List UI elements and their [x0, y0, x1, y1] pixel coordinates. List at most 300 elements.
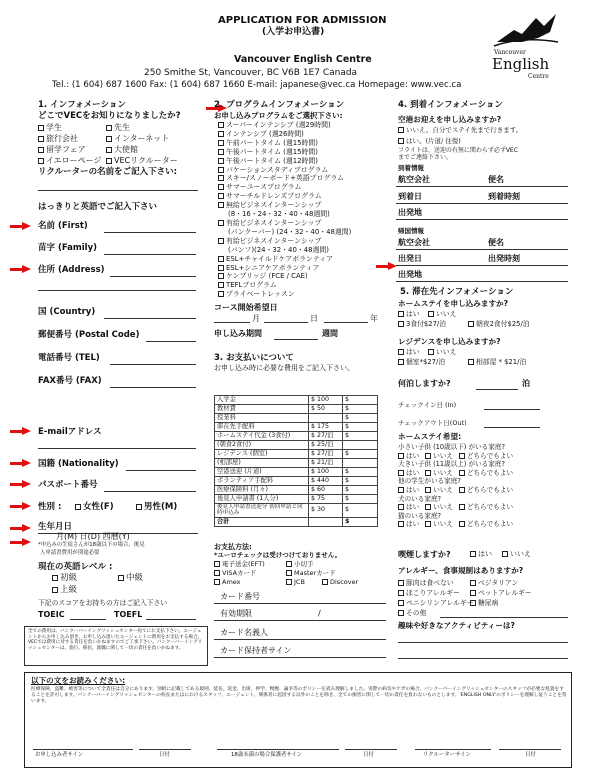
homestay-3meals[interactable] — [398, 321, 446, 328]
logo-line2: English — [492, 55, 550, 73]
fee-amount: $ 27/泊 — [309, 432, 343, 441]
form-title: APPLICATION FOR ADMISSION — [218, 15, 387, 26]
checkbox-icon — [398, 470, 404, 476]
wish-option[interactable] — [425, 503, 453, 511]
fee-amount: $ 440 — [309, 477, 343, 486]
source-option-fair[interactable] — [38, 146, 86, 154]
address-field-1[interactable] — [110, 276, 196, 277]
sex-label: 性別 : — [38, 502, 62, 512]
checkbox-icon — [459, 470, 465, 476]
source-option-teacher[interactable] — [106, 124, 130, 132]
source-label: VECリクルーター — [114, 156, 178, 165]
source-option-embassy[interactable] — [106, 146, 138, 154]
checkout-field[interactable] — [484, 427, 540, 428]
wish-option[interactable] — [398, 503, 419, 511]
fee-amount: $ 175 — [309, 423, 343, 432]
source-label: 学生 — [46, 123, 62, 132]
sig-label-applicant-date: 日付 — [159, 752, 170, 758]
return-airline-field[interactable] — [396, 249, 568, 250]
nights-field[interactable] — [476, 389, 518, 390]
level-advanced[interactable] — [52, 586, 77, 595]
checkbox-icon — [459, 521, 465, 527]
period-unit: 週間 — [322, 329, 338, 338]
sig-label-guardian-date: 日付 — [363, 752, 374, 758]
wish-option-label: いいえ — [433, 520, 453, 529]
program-label: スキー/スノーボード+英語プログラム — [226, 174, 345, 183]
wish-option[interactable] — [459, 452, 513, 460]
checkbox-icon — [398, 453, 404, 459]
option-label: 相部屋 * $21/泊 — [476, 358, 527, 366]
first-name-field[interactable] — [104, 232, 196, 233]
checkbox-icon — [459, 487, 465, 493]
wish-option[interactable] — [459, 520, 513, 528]
card-expiry-label: 有効期限 — [220, 609, 252, 618]
fees-table — [214, 395, 378, 527]
program-option[interactable] — [218, 174, 390, 183]
fee-amount: $ 50 — [309, 405, 343, 414]
fee-item: (相部屋) — [215, 459, 309, 468]
vec-logo — [492, 12, 562, 82]
fee-item: 空港送迎 (片道) — [215, 468, 309, 477]
return-origin-field[interactable] — [396, 281, 568, 282]
fee-item: 後見人申請書 (1人分) — [215, 495, 309, 504]
fee-input[interactable]: $ — [343, 486, 378, 495]
fee-item: 医療保険料 (月々) — [215, 486, 309, 495]
source-label: インターネット — [114, 134, 170, 143]
wish-option[interactable] — [459, 486, 513, 494]
section1-heading: 1. インフォメーション — [38, 100, 126, 110]
arrival-airline-label: 航空会社 — [398, 175, 430, 184]
postal-code-field[interactable] — [146, 341, 196, 342]
fee-input[interactable]: $ — [343, 517, 378, 526]
method-cheque[interactable] — [286, 561, 314, 568]
method-label: Discover — [330, 578, 359, 586]
field-label-first-name: 名前 (First) — [38, 221, 88, 231]
nights-question: 何泊しますか? — [398, 379, 451, 388]
program-option[interactable] — [218, 130, 390, 139]
applicant-date-field[interactable] — [139, 749, 191, 750]
homestay-yes[interactable] — [398, 311, 420, 318]
wish-option-label: いいえ — [433, 468, 453, 477]
arrow-address — [10, 265, 32, 274]
fee-input[interactable]: $ — [343, 477, 378, 486]
wish-option-label: はい — [406, 503, 420, 512]
agent-note-box — [24, 626, 208, 666]
homestay-wish-list — [398, 443, 578, 529]
option-label: ほこりアレルギー — [406, 589, 460, 597]
toefl-label: TOEFL — [114, 610, 143, 619]
field-label-address: 住所 (Address) — [38, 265, 105, 275]
source-option-yellow-pages[interactable] — [38, 157, 102, 165]
fee-item: 教材費 — [215, 405, 309, 414]
option-label: はい — [406, 348, 420, 356]
allergy-penicillin[interactable] — [398, 600, 474, 607]
pickup-yes-option[interactable] — [398, 138, 461, 145]
method-discover[interactable] — [322, 579, 358, 586]
pickup-no-option[interactable] — [398, 127, 522, 134]
program-label: プライベートレッスン — [226, 290, 295, 299]
arrival-origin-field[interactable] — [396, 219, 568, 220]
arrival-date-label: 到着日 — [398, 192, 422, 201]
program-option[interactable] — [218, 264, 390, 273]
fee-item: レジデンス (個室) — [215, 450, 309, 459]
field-label-tel: 電話番号 (TEL) — [38, 353, 100, 363]
arrival-date-field[interactable] — [396, 203, 568, 204]
wish-option-label: どちらでもよい — [466, 485, 514, 494]
level-beginner[interactable] — [52, 574, 77, 583]
method-amex[interactable] — [214, 579, 241, 586]
wish-question: 犬のいる家庭? — [398, 494, 442, 503]
fee-row — [215, 432, 378, 441]
fee-input[interactable] — [343, 441, 378, 450]
program-label: 午後パートタイム (週12時間) — [226, 156, 318, 165]
fee-item: 入学金 — [215, 396, 309, 405]
fee-input[interactable]: $ — [343, 504, 378, 518]
start-date-label: コース開始希望日 — [214, 303, 278, 312]
checkbox-icon — [425, 453, 431, 459]
return-date-field[interactable] — [396, 265, 568, 266]
checkin-field[interactable] — [484, 409, 540, 410]
wish-option[interactable] — [459, 469, 513, 477]
arrow-email — [10, 427, 32, 436]
source-label: 留学フェア — [46, 145, 86, 154]
wish-option-label: はい — [406, 485, 420, 494]
card-expiry-slash: / — [318, 609, 321, 618]
program-label: スーパーインテンシブ (週29時間) — [226, 121, 331, 129]
address-field-2[interactable] — [38, 290, 196, 291]
fee-input[interactable]: $ — [343, 414, 378, 423]
smoke-question: 喫煙しますか? — [398, 550, 451, 559]
program-option[interactable] — [218, 290, 390, 299]
option-label: いいえ — [436, 348, 457, 356]
fee-item: 後見人申請書送迎分 初回申請と同時申込み — [215, 504, 309, 518]
program-option-detail: (バンフ)(24・32・40・48週間) — [228, 245, 329, 254]
arrival-origin-label: 出発地 — [398, 208, 422, 217]
source-option-travel-agency[interactable] — [38, 135, 78, 143]
wish-option-label: いいえ — [433, 451, 453, 460]
recruiter-signature-field[interactable] — [415, 749, 491, 750]
card-expiry-field[interactable] — [214, 620, 386, 621]
email-field[interactable] — [38, 448, 196, 449]
birthdate-label: 生年月日 — [38, 522, 73, 532]
sex-female-option[interactable] — [75, 503, 114, 512]
fee-item: 授業料 — [215, 414, 309, 423]
option-label: 豚肉は食べない — [406, 579, 454, 587]
level-label: 上級 — [60, 585, 78, 595]
sig-label-recruiter: リクルーターサイン — [423, 752, 471, 758]
logo-line1: Vancouver — [494, 49, 526, 56]
wish-option[interactable] — [398, 452, 419, 460]
residence-no[interactable] — [428, 349, 456, 356]
fee-input[interactable] — [343, 459, 378, 468]
field-label-nationality: 国籍 (Nationality) — [38, 459, 119, 469]
arrival-info-label: 到着情報 — [398, 164, 424, 172]
declaration-heading: 以下の文をお読みください: — [31, 676, 126, 685]
allergy-other-field[interactable] — [440, 617, 568, 618]
allergy-other[interactable] — [398, 610, 426, 617]
program-label: サマーチルドレンズプログラム — [226, 192, 322, 201]
source-label: 先生 — [114, 123, 130, 132]
program-option[interactable] — [218, 192, 390, 201]
fee-input[interactable]: $ — [343, 396, 378, 405]
fee-input[interactable]: $ — [343, 405, 378, 414]
program-option[interactable] — [218, 139, 390, 148]
homestay-2meals[interactable] — [468, 321, 530, 328]
fee-item: (朝食2食付) — [215, 441, 309, 450]
fee-input[interactable]: $ — [343, 468, 378, 477]
homestay-no[interactable] — [428, 311, 456, 318]
wish-options — [398, 486, 578, 495]
fee-amount: $ 30 — [309, 504, 343, 518]
option-label: ベジタリアン — [478, 579, 519, 587]
wish-option[interactable] — [398, 520, 419, 528]
wish-option-label: どちらでもよい — [466, 468, 514, 477]
fee-amount: $ 100 — [309, 396, 343, 405]
option-label: ペニシリンアレルギー — [406, 599, 474, 607]
period-field[interactable] — [274, 339, 318, 340]
guardian-signature-field[interactable] — [217, 749, 339, 750]
section2-heading: 2. プログラムインフォメーション — [214, 100, 345, 110]
start-month-unit: 月 — [252, 314, 260, 323]
program-option[interactable] — [218, 255, 390, 264]
wish-option[interactable] — [459, 503, 513, 511]
level-intermediate[interactable] — [118, 574, 143, 583]
method-label: Amex — [222, 578, 241, 586]
method-visa[interactable] — [214, 570, 257, 577]
option-label: ペットアレルギー — [478, 589, 532, 597]
checkbox-icon — [425, 504, 431, 510]
fee-row — [215, 517, 378, 526]
org-name: Vancouver English Centre — [234, 54, 372, 65]
mountain-swoosh-icon — [492, 12, 562, 48]
return-origin-label: 出発地 — [398, 270, 422, 279]
program-option[interactable] — [218, 219, 390, 228]
arrival-time-label: 到着時刻 — [488, 192, 520, 201]
option-label: はい — [406, 310, 420, 318]
passport-field[interactable] — [104, 491, 196, 492]
heard-question: どこでVECをお知りになりましたか? — [38, 111, 181, 121]
option-label: 個室*$27/泊 — [406, 358, 446, 366]
fee-amount — [309, 414, 343, 423]
program-label: TEFLプログラム — [226, 281, 277, 290]
arrival-airline-field[interactable] — [396, 186, 568, 187]
fee-row — [215, 405, 378, 414]
fee-row — [215, 495, 378, 504]
source-option-student[interactable] — [38, 124, 62, 132]
country-field[interactable] — [104, 318, 196, 319]
guardian-date-field[interactable] — [345, 749, 397, 750]
wish-options — [398, 452, 578, 461]
fee-amount: $ 75 — [309, 495, 343, 504]
wish-option[interactable] — [425, 486, 453, 494]
period-label: 申し込み期間 — [214, 329, 262, 338]
start-day-field[interactable] — [264, 322, 308, 323]
residence-yes[interactable] — [398, 349, 420, 356]
section3-sub: お申し込み時に必要な費用をご記入下さい。 — [214, 364, 354, 372]
smoke-yes[interactable] — [470, 551, 492, 558]
pickup-question: 空港お迎えを申し込みますか? — [398, 115, 502, 124]
hobby-question: 趣味や好きなアクティビティーは? — [398, 621, 515, 630]
card-signature-field[interactable] — [214, 657, 386, 658]
payment-note: *ユーロチェックは受けつけておりません。 — [214, 551, 342, 559]
family-name-field[interactable] — [104, 254, 196, 255]
fee-amount — [309, 517, 343, 526]
fee-amount: $ 25/泊 — [309, 441, 343, 450]
wish-option-label: どちらでもよい — [466, 451, 514, 460]
recruiter-date-field[interactable] — [499, 749, 561, 750]
smoke-no[interactable] — [502, 551, 531, 558]
checkout-label: チェックアウト日(Out) — [398, 419, 467, 427]
wish-option[interactable] — [398, 486, 419, 494]
card-holder-label: カード名義人 — [220, 628, 268, 637]
return-airline-label: 航空会社 — [398, 238, 430, 247]
start-month-field[interactable] — [214, 322, 250, 323]
program-option[interactable] — [218, 183, 390, 192]
wish-option[interactable] — [425, 452, 453, 460]
program-option[interactable] — [218, 148, 390, 157]
fee-input[interactable]: $ — [343, 495, 378, 504]
method-eft[interactable] — [214, 561, 265, 568]
wish-option-label: どちらでもよい — [466, 503, 514, 512]
nights-unit: 泊 — [522, 379, 530, 388]
program-label: 無給ビジネスインターンシップ — [226, 201, 322, 210]
minor-note-1: *申込みの生徒さんが18歳以下の場合、後見 — [38, 542, 145, 548]
wish-option-label: はい — [406, 520, 420, 529]
fax-field[interactable] — [110, 387, 196, 388]
flight-note-2: までご連絡下さい。 — [398, 154, 453, 161]
allergy-diabetes[interactable] — [470, 600, 498, 607]
return-flight-label: 便名 — [488, 238, 504, 247]
residence-single[interactable] — [398, 359, 445, 366]
homestay-wish-label: ホームステイ希望: — [398, 432, 462, 441]
card-holder-field[interactable] — [214, 639, 386, 640]
method-label: VISAカード — [222, 569, 257, 577]
residence-shared[interactable] — [468, 359, 526, 366]
method-label: JCB — [294, 578, 305, 586]
method-master[interactable] — [286, 570, 336, 577]
arrow-birthdate — [10, 524, 32, 533]
allergy-dust[interactable] — [398, 590, 460, 597]
program-option[interactable] — [218, 281, 390, 290]
sex-male-option[interactable] — [136, 503, 177, 512]
program-label: インテンシブ (週26時間) — [226, 129, 304, 138]
option-label: いいえ — [436, 310, 457, 318]
fee-item: 合計 — [215, 517, 309, 526]
card-number-label: カード番号 — [220, 592, 260, 601]
wish-option[interactable] — [398, 469, 419, 477]
program-subheading: お申し込みプログラムをご選択下さい: — [214, 111, 343, 120]
checkbox-icon — [459, 504, 465, 510]
sig-label-applicant: お申し込み者サイン — [35, 752, 84, 758]
allergy-question: アレルギー、食事規制はありますか? — [398, 566, 524, 575]
return-date-label: 出発日 — [398, 254, 422, 263]
toeic-field[interactable] — [70, 619, 106, 620]
program-label: 午前パートタイム (週15時間) — [226, 138, 318, 147]
fee-input[interactable]: $ — [343, 432, 378, 441]
checkbox-icon — [398, 487, 404, 493]
start-year-field[interactable] — [324, 322, 368, 323]
field-label-email: E-mailアドレス — [38, 427, 102, 437]
fee-row — [215, 423, 378, 432]
program-option-detail: (バンクーバー) (24・32・40・48週間) — [228, 227, 352, 236]
checkin-label: チェックイン日 (In) — [398, 401, 457, 409]
program-option[interactable] — [218, 121, 390, 130]
source-option-internet[interactable] — [106, 135, 169, 143]
allergy-no-pork[interactable] — [398, 580, 454, 587]
source-option-recruiter[interactable] — [106, 157, 178, 165]
fee-item: ボランティア手配料 — [215, 477, 309, 486]
fee-row — [215, 396, 378, 405]
field-label-postal-code: 郵便番号 (Postal Code) — [38, 330, 140, 340]
wish-options — [398, 520, 578, 529]
field-label-fax: FAX番号 (FAX) — [38, 376, 102, 386]
program-label: バケーションスタディプログラム — [226, 165, 329, 174]
toefl-field[interactable] — [146, 619, 196, 620]
arrow-first-name — [10, 222, 32, 231]
pickup-yes-label: はい。(片道/ 往復) — [406, 137, 461, 145]
allergy-pet[interactable] — [470, 590, 532, 597]
fee-amount: $ 100 — [309, 468, 343, 477]
wish-options — [398, 503, 578, 512]
tel-field[interactable] — [110, 364, 196, 365]
hobby-field-2[interactable] — [398, 658, 568, 659]
fee-amount: $ 60 — [309, 486, 343, 495]
recruiter-name-field[interactable] — [38, 190, 198, 191]
wish-option-label: はい — [406, 468, 420, 477]
program-option[interactable] — [218, 157, 390, 166]
fee-input[interactable]: $ — [343, 450, 378, 459]
recruiter-question: リクルーターの名前をご記入下さい: — [38, 167, 177, 177]
method-jcb[interactable] — [286, 579, 305, 586]
fee-row — [215, 441, 378, 450]
program-option[interactable] — [218, 201, 390, 210]
agent-note-text: 全ての費用は、バンクーバーイングリッシュセンター宛てにお支払下さい。エージェントからお申し込み頂き、お申し込み頂いたエージェントに費用をお支払する場合、VECでは費用に対する責任を負いかねますのでご了承下さい。バンクーバーイングリッシュセンターは、旅行、移民、就職に関して一切の責任を負いかねます。 — [28, 629, 203, 651]
wish-option-label: はい — [406, 451, 420, 460]
arrow-sex — [10, 502, 32, 511]
fee-item: ホームステイ代金 (3食付) — [215, 432, 309, 441]
sig-label-guardian: 18歳未満の場合保護者サイン — [231, 752, 303, 758]
fee-input[interactable]: $ — [343, 423, 378, 432]
applicant-signature-field[interactable] — [33, 749, 133, 750]
allergy-vegetarian[interactable] — [470, 580, 518, 587]
residence-question: レジデンスを申し込みますか? — [398, 337, 501, 346]
card-number-field[interactable] — [214, 603, 386, 604]
level-label: 中級 — [126, 573, 144, 583]
start-year-unit: 年 — [370, 314, 378, 323]
fee-amount: $ 27/泊 — [309, 450, 343, 459]
flight-note-1: フライトは、送迎の有無に関わらず必ずVEC — [398, 147, 518, 154]
program-option-detail: (8・16・24・32・40・48週間) — [228, 210, 330, 219]
sig-label-recruiter-date: 日付 — [525, 752, 536, 758]
level-label: 初級 — [60, 573, 78, 583]
option-label: 糖尿病 — [478, 599, 499, 607]
program-option[interactable] — [218, 237, 390, 246]
program-option[interactable] — [218, 272, 390, 281]
wish-option[interactable] — [425, 469, 453, 477]
homestay-question: ホームステイを申し込みますか? — [398, 299, 509, 308]
wish-question: 大きい子供 (11歳以上) がいる家庭? — [398, 460, 505, 469]
option-label: 朝夜2食付$25/泊 — [476, 320, 530, 328]
wish-option[interactable] — [425, 520, 453, 528]
hobby-field-1[interactable] — [398, 642, 568, 643]
program-label: 有給ビジネスインターンシップ — [226, 218, 322, 227]
checkbox-icon — [425, 521, 431, 527]
minor-note-2: 人申請書費用が別途必要 — [40, 550, 100, 556]
return-time-label: 出発時刻 — [488, 254, 520, 263]
card-signature-label: カード保持者サイン — [220, 646, 292, 655]
pickup-no-label: いいえ。自分でステイ先まで行きます。 — [406, 126, 523, 134]
nationality-field[interactable] — [126, 470, 196, 471]
